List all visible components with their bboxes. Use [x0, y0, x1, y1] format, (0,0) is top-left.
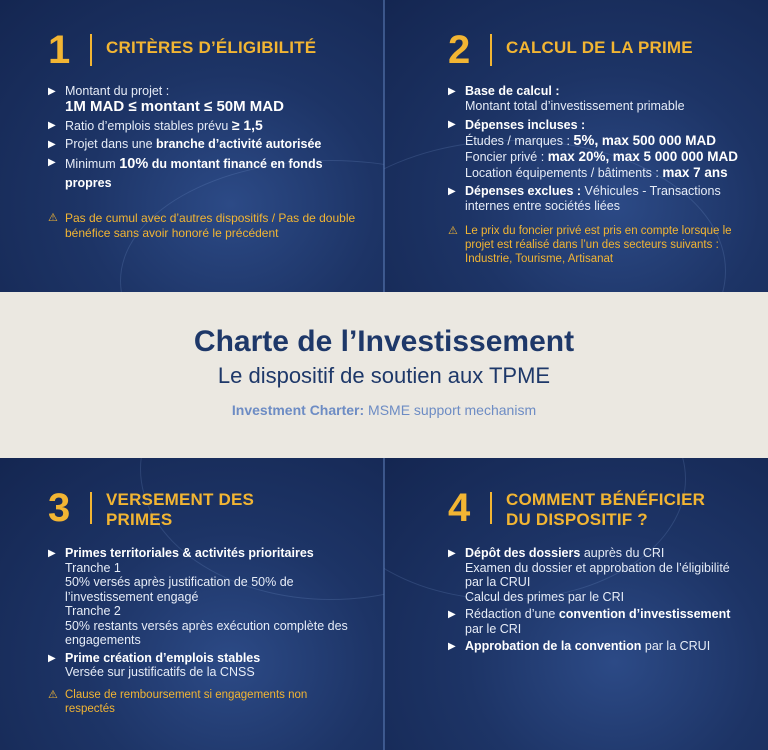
list-item	[48, 651, 358, 680]
item-percent: max 20%,	[547, 149, 610, 164]
item-text: Rédaction d’une	[465, 607, 556, 621]
page-subtitle: Le dispositif de soutien aux TPME	[217, 363, 551, 388]
item-text: Ratio d’emplois stables prévu	[65, 119, 229, 133]
section-number: 1	[48, 28, 71, 72]
section-title: CALCUL DE LA PRIME	[506, 38, 693, 57]
item-label: Primes territoriales & activités prioritaires	[65, 546, 314, 560]
list-item	[448, 607, 746, 636]
title-panel	[0, 292, 768, 458]
warning-note	[448, 224, 750, 266]
item-text: Calcul des primes par le CRI	[465, 589, 625, 604]
section-how-to-benefit	[384, 458, 768, 750]
item-max: max 7 ans	[662, 165, 728, 180]
warning-note	[48, 688, 358, 716]
vertical-divider	[383, 458, 385, 750]
item-text: Projet dans une	[65, 137, 153, 151]
list-item	[48, 546, 358, 648]
item-text: par la CRUI	[644, 639, 711, 653]
list-item	[48, 118, 358, 134]
list-item	[448, 184, 750, 214]
play-triangle-icon: ▶	[448, 119, 456, 130]
section-body	[48, 546, 358, 716]
title-line: DU DISPOSITIF ?	[506, 510, 648, 529]
item-text: par le CRI	[465, 621, 522, 636]
section-number: 3	[48, 486, 71, 530]
item-percent: 5%,	[573, 133, 599, 149]
warning-text: Pas de cumul avec d’autres dispositifs / Pas de double bénéfice sans avoir honoré le précédent	[65, 211, 356, 240]
section-header	[48, 28, 316, 72]
section-body	[448, 84, 750, 266]
section-body	[48, 84, 358, 241]
play-triangle-icon: ▶	[448, 186, 456, 197]
title-line: PRIMES	[106, 510, 173, 529]
item-label: Prime création d’emplois stables	[65, 650, 261, 665]
item-bold: Dépôt des dossiers	[465, 546, 581, 560]
play-triangle-icon: ▶	[48, 120, 56, 131]
section-header	[448, 486, 705, 530]
list-item	[448, 546, 746, 604]
item-text: Minimum	[65, 157, 116, 171]
item-max: max 500 000 MAD	[601, 133, 716, 148]
warning-triangle-icon: ⚠	[48, 688, 58, 701]
vertical-divider	[383, 0, 385, 292]
warning-text: Le prix du foncier privé est pris en compte lorsque le projet est réalisé dans l’un des secteurs suivants : Industrie, Tourisme, Artisanat	[465, 225, 732, 265]
play-triangle-icon: ▶	[448, 86, 456, 97]
warning-note	[48, 211, 358, 241]
list-item	[48, 155, 358, 193]
section-number: 2	[448, 28, 471, 72]
warning-triangle-icon: ⚠	[448, 225, 458, 237]
title-line: VERSEMENT DES	[106, 490, 255, 509]
english-label: Investment Charter:	[231, 402, 365, 418]
item-text: Versée sur justificatifs de la CNSS	[65, 665, 255, 679]
item-bold: du montant financé en fonds propres	[65, 157, 323, 190]
section-premium-calculation	[384, 0, 768, 292]
tranche-text: 50% restants versés après exécution complète des engagements	[65, 618, 348, 647]
section-eligibility	[0, 0, 384, 292]
section-body	[448, 546, 746, 657]
item-text: Montant du projet :	[65, 84, 170, 98]
header-divider	[490, 34, 492, 66]
section-premium-payment	[0, 458, 384, 750]
play-triangle-icon: ▶	[448, 641, 456, 652]
tranche-label: Tranche 1	[65, 560, 121, 575]
section-title: CRITÈRES D’ÉLIGIBILITÉ	[106, 38, 317, 57]
play-triangle-icon: ▶	[48, 139, 56, 150]
section-header	[448, 28, 693, 72]
item-label: Dépenses incluses :	[465, 118, 586, 132]
item-text: Montant total d’investissement primable	[465, 99, 685, 113]
item-bold: convention d’investissement	[558, 607, 731, 621]
tranche-label: Tranche 2	[65, 604, 121, 618]
header-divider	[90, 492, 92, 524]
play-triangle-icon: ▶	[448, 609, 456, 620]
list-item	[448, 84, 750, 114]
english-text: MSME support mechanism	[368, 402, 537, 418]
item-text: Études / marques :	[465, 134, 570, 148]
page-title: Charte de l’Investissement	[193, 325, 575, 358]
item-value: ≥ 1,5	[231, 117, 263, 133]
play-triangle-icon: ▶	[48, 157, 56, 168]
title-line: COMMENT BÉNÉFICIER	[506, 490, 706, 509]
tranche-text: 50% versés après justification de 50% de l’investissement engagé	[65, 575, 294, 604]
warning-triangle-icon: ⚠	[48, 212, 58, 224]
item-text: Examen du dossier et approbation de l’éligibilité par la CRUI	[465, 560, 730, 589]
play-triangle-icon: ▶	[48, 548, 56, 559]
section-title	[106, 490, 254, 530]
play-triangle-icon: ▶	[48, 652, 56, 664]
section-number: 4	[448, 486, 471, 530]
item-value: 1M MAD ≤ montant ≤ 50M MAD	[65, 98, 284, 115]
section-title	[506, 490, 705, 530]
english-caption	[0, 402, 768, 418]
section-header	[48, 486, 254, 530]
list-item	[48, 137, 358, 152]
list-item	[48, 84, 358, 115]
item-text: Véhicules - Transactions internes entre sociétés liées	[465, 184, 721, 213]
item-text: Location équipements / bâtiments :	[465, 166, 659, 180]
item-max: max 5 000 000 MAD	[612, 149, 739, 164]
item-percent: 10%	[119, 156, 149, 172]
play-triangle-icon: ▶	[48, 86, 56, 97]
header-divider	[490, 492, 492, 524]
header-divider	[90, 34, 92, 66]
item-label: Base de calcul :	[465, 84, 560, 98]
item-text: Foncier privé :	[465, 150, 545, 164]
item-bold: branche d’activité autorisée	[156, 137, 322, 151]
play-triangle-icon: ▶	[448, 548, 456, 559]
list-item	[448, 117, 750, 181]
item-bold: Approbation de la convention	[465, 639, 642, 653]
item-label: Dépenses exclues :	[465, 184, 582, 198]
warning-text: Clause de remboursement si engagements non respectés	[65, 688, 308, 715]
list-item	[448, 639, 746, 654]
item-text: auprès du CRI	[583, 546, 665, 560]
